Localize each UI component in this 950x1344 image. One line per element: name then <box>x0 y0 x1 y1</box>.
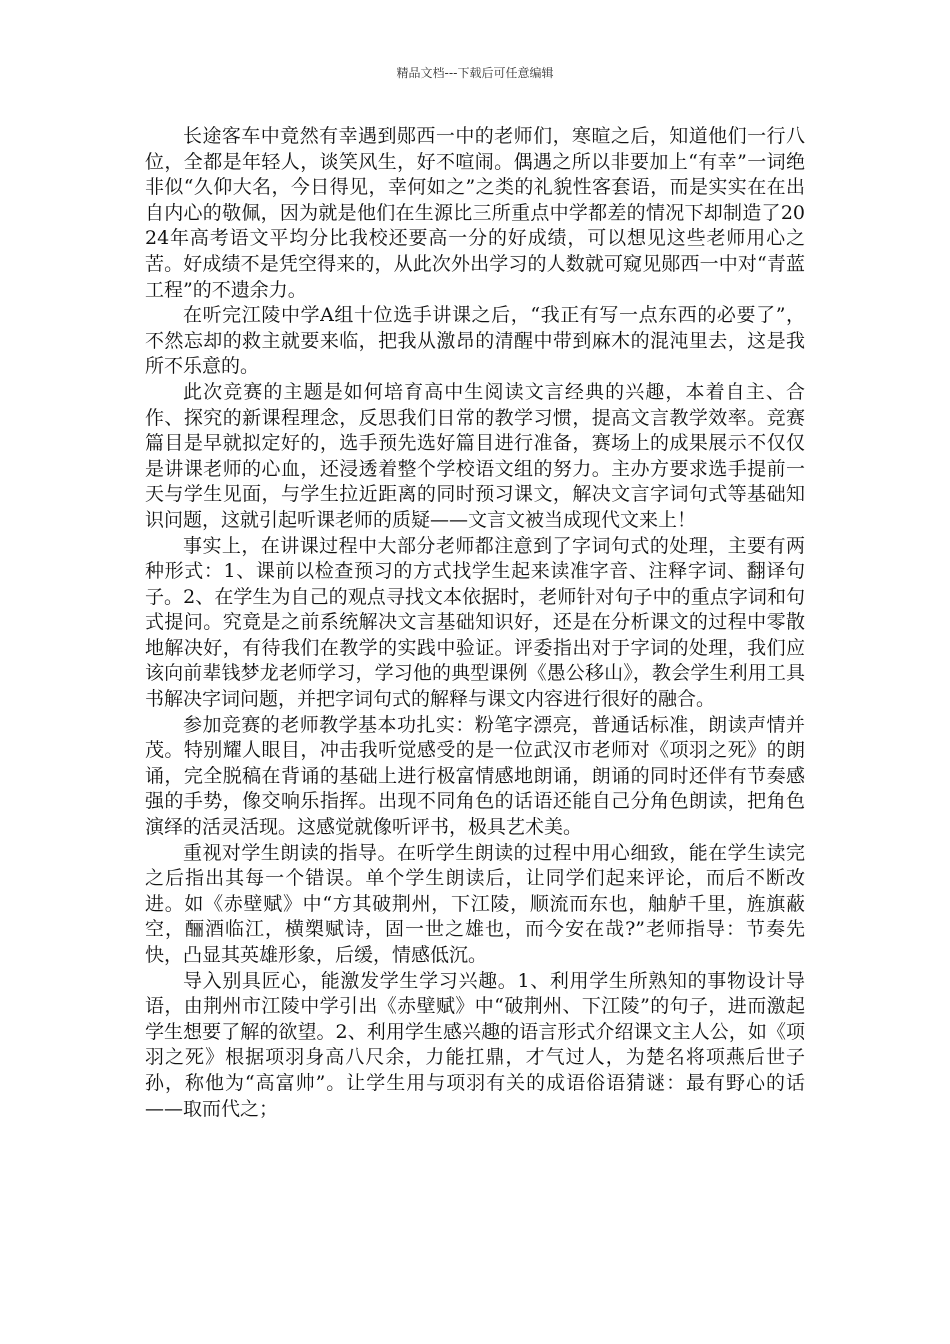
paragraph-2: 在听完江陵中学A组十位选手讲课之后，“我正有写一点东西的必要了”，不然忘却的救主就要来临，把我从激昂的清醒中带到麻木的混沌里去，这是我所不乐意的。 <box>145 304 805 378</box>
paragraph-7: 导入别具匠心，能激发学生学习兴趣。1、利用学生所熟知的事物设计导语，由荆州市江陵中学引出《赤壁赋》中“破荆州、下江陵”的句子，进而激起学生想要了解的欲望。2、利用学生感兴趣的语言形式介绍课文主人公，如《项羽之死》根据项羽身高八尺余，力能扛鼎，才气过人，为楚名将项燕后世子孙，称他为“高富帅”。让学生用与项羽有关的成语俗语猜谜：最有野心的话——取而代之； <box>145 969 805 1120</box>
document-body <box>145 124 805 1122</box>
paragraph-1: 长途客车中竟然有幸遇到郧西一中的老师们，寒暄之后，知道他们一行八位，全都是年轻人，谈笑风生，好不喧闹。偶遇之所以非要加上“有幸”一词绝非似“久仰大名，今日得见，幸何如之”之类的礼貌性客套语，而是实实在在出自内心的敬佩，因为就是他们在生源比三所重点中学都差的情况下却制造了2024年高考语文平均分比我校还要高一分的好成绩，可以想见这些老师用心之苦。好成绩不是凭空得来的，从此次外出学习的人数就可窥见郧西一中对“青蓝工程”的不遗余力。 <box>145 125 805 301</box>
page-header: 精品文档---下载后可任意编辑 <box>396 66 554 80</box>
paragraph-3: 此次竞赛的主题是如何培育高中生阅读文言经典的兴趣，本着自主、合作、探究的新课程理念，反思我们日常的教学习惯，提高文言教学效率。竞赛篇目是早就拟定好的，选手预先选好篇目进行准备，赛场上的成果展示不仅仅是讲课老师的心血，还浸透着整个学校语文组的努力。主办方要求选手提前一天与学生见面，与学生拉近距离的同时预习课文，解决文言字词句式等基础知识问题，这就引起听课老师的质疑——文言文被当成现代文来上！ <box>145 380 805 531</box>
paragraph-6: 重视对学生朗读的指导。在听学生朗读的过程中用心细致，能在学生读完之后指出其每一个错误。单个学生朗读后，让同学们起来评论，而后不断改进。如《赤壁赋》中“方其破荆州，下江陵，顺流而东也，舳舻千里，旌旗蔽空，酾酒临江，横槊赋诗，固一世之雄也，而今安在哉?”老师指导：节奏先快，凸显其英雄形象，后缓，情感低沉。 <box>145 841 805 966</box>
paragraph-5: 参加竞赛的老师教学基本功扎实：粉笔字漂亮，普通话标准，朗读声情并茂。特别耀人眼目，冲击我听觉感受的是一位武汉市老师对《项羽之死》的朗诵，完全脱稿在背诵的基础上进行极富情感地朗诵，朗诵的同时还伴有节奏感强的手势，像交响乐指挥。出现不同角色的话语还能自己分角色朗读，把角色演绎的活灵活现。这感觉就像听评书，极具艺术美。 <box>145 713 805 839</box>
paragraph-4: 事实上，在讲课过程中大部分老师都注意到了字词句式的处理，主要有两种形式：1、课前以检查预习的方式找学生起来读准字音、注释字词、翻译句子。2、在学生为自己的观点寻找文本依据时，老师针对句子中的重点字词和句式提问。究竟是之前系统解决文言基础知识好，还是在分析课文的过程中零散地解决好，有待我们在教学的实践中验证。评委指出对于字词的处理，我们应该向前辈钱梦龙老师学习，学习他的典型课例《愚公移山》，教会学生利用工具书解决字词问题，并把字词句式的解释与课文内容进行很好的融合。 <box>145 534 805 711</box>
